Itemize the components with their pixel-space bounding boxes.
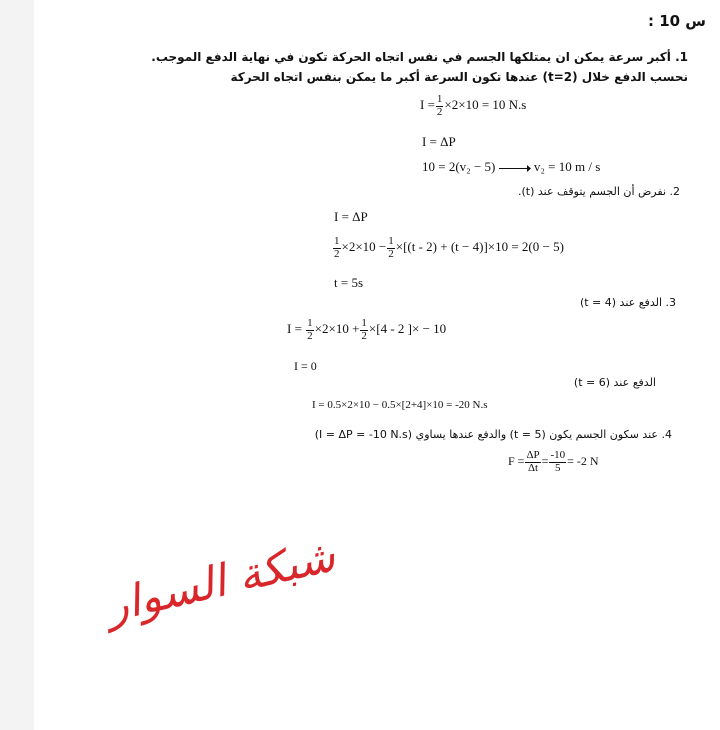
q2-text: 2. نفرض أن الجسم يتوقف عند (t).: [517, 185, 680, 198]
q4-text: 4. عند سكون الجسم يكون (t = 5) والدفع عندها يساوي (I = ΔP = -10 N.s): [314, 428, 672, 441]
q1-eq2: I = ΔP: [422, 134, 456, 149]
q2-eq1: I = ΔP: [334, 209, 368, 224]
document-page: [34, 0, 720, 730]
q4-eq: F = $\frac{\Delta P}{\Delta t}$ = $\frac{-10}{5}$ = -2 N: [508, 449, 599, 474]
q3-eq1: I = $\frac{1}{2}$ ×2×10 + $\frac{1}{2}$ ×[4 - 2 ]× − 10: [287, 317, 447, 342]
arrow-right-icon: [499, 164, 531, 173]
q1-eq1: I = $\frac{1}{2}$ ×2×10 = 10 N.s: [420, 93, 527, 118]
q2-eq2: $\frac{1}{2}$ ×2×10 − $\frac{1}{2}$ ×[(t - 2) + (t − 4)]×10 = 2(0 − 5): [334, 235, 564, 260]
q3b-eq: I = 0.5×2×10 − 0.5×[2+4]×10 = -20 N.s: [312, 399, 488, 411]
watermark-logo-text: شبكة السوار: [101, 530, 340, 633]
q1-line2: نحسب الدفع خلال (t=2) عندها تكون السرعة أكبر ما يمكن بنفس اتجاه الحركة: [230, 70, 688, 84]
q2-eq3: t = 5s: [334, 275, 364, 290]
q3-eq2: I = 0: [294, 359, 317, 373]
q3-text: 3. الدفع عند (t = 4): [579, 296, 676, 309]
q1-eq3: 10 = 2(v₂ − 5) v₂ = 10 m / s: [422, 159, 601, 174]
q3b-text: الدفع عند (t = 6): [573, 376, 656, 389]
q1-line1: 1. أكبر سرعة يمكن ان يمتلكها الجسم في نفس اتجاه الحركة تكون في نهاية الدفع الموجب.: [151, 50, 688, 64]
question-label: س 10 :: [647, 12, 706, 30]
